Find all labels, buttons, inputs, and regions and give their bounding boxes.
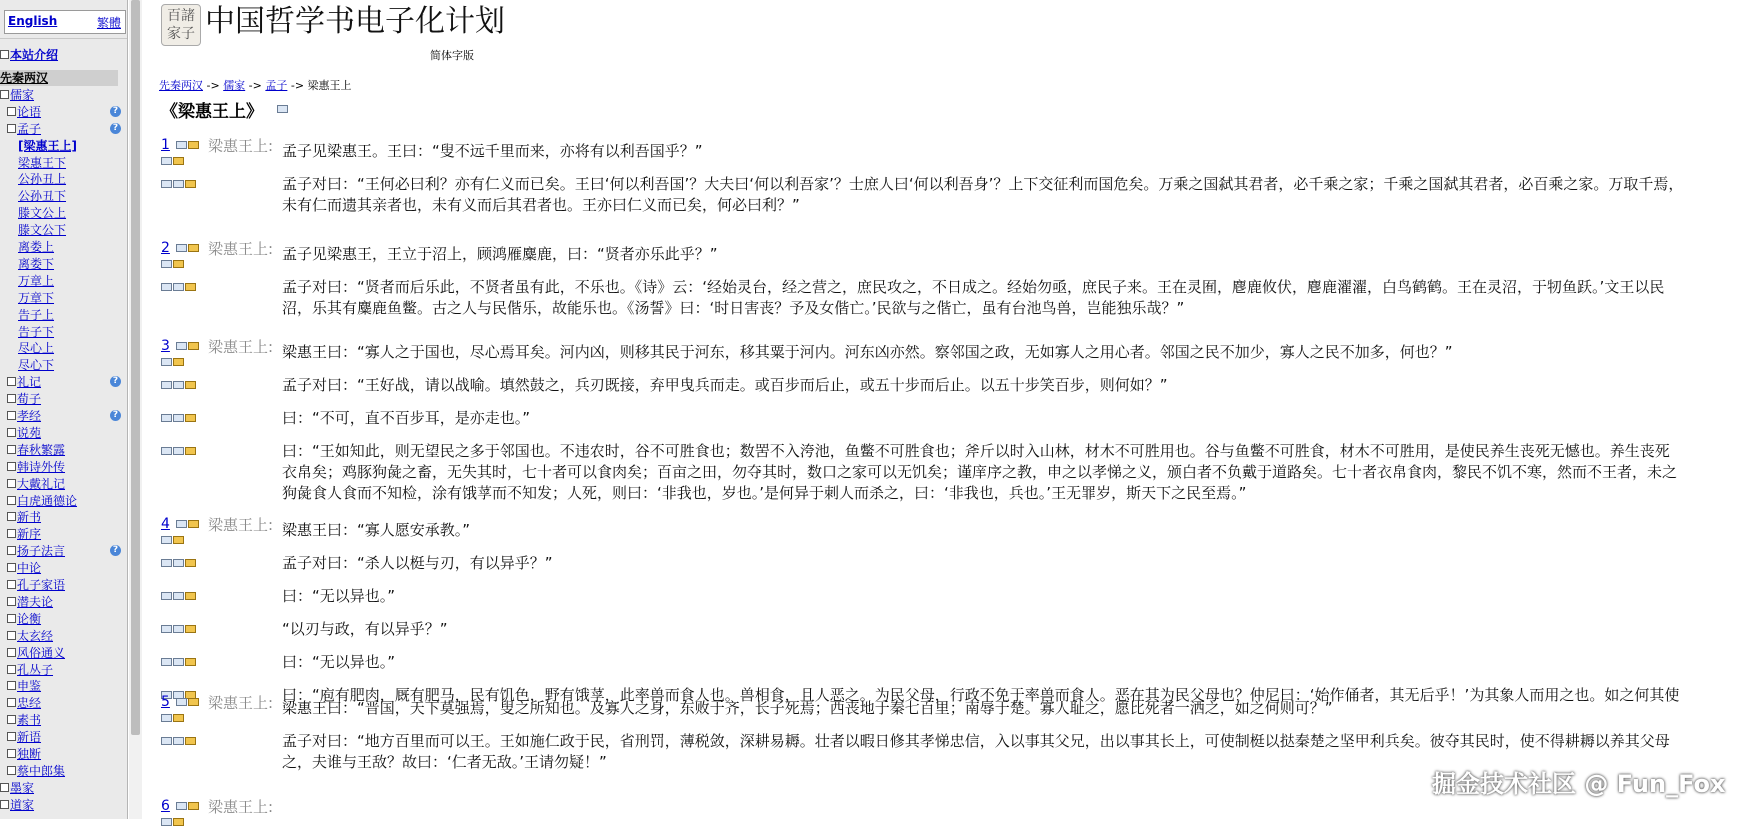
chapter-info-icon[interactable] [277,105,288,113]
sidebar-item [7,476,65,492]
passage-paragraph: 孟子见梁惠王。王曰：“叟不远千里而来，亦将有以利吾国乎？” [282,142,703,160]
breadcrumb-separator: -> [203,79,224,92]
parallel-passage-icon[interactable] [161,358,172,366]
sidebar-item [7,695,41,711]
breadcrumb-link-mengzi[interactable]: 孟子 [265,79,288,92]
parallel-passage-icon[interactable] [161,737,172,745]
parallel-passage-icon[interactable] [176,342,187,350]
parallel-passage-icon[interactable] [161,283,172,291]
paragraph-tool-icons [161,414,197,424]
help-icon[interactable]: ? [110,123,121,134]
sidebar-item [7,611,41,627]
parallel-passage-icon[interactable] [161,818,172,826]
parallel-passage-icon[interactable] [176,520,187,528]
paragraph-tool-icons [161,625,197,635]
sidebar-item [18,290,54,306]
sidebar-item-link[interactable]: 忠经 [17,696,42,711]
sidebar-item [7,594,53,610]
help-icon[interactable]: ? [110,410,121,421]
sidebar-navigation [0,0,128,819]
passage-paragraph: 梁惠王曰：“寡人愿安承教。” [282,521,471,539]
sidebar-item [18,256,54,272]
parallel-passage-icon[interactable] [161,414,172,422]
tree-expand-icon[interactable] [7,479,16,488]
breadcrumb-current: 梁惠王上 [307,79,352,92]
parallel-passage-icon[interactable] [161,592,172,600]
passage-tool-icons [161,358,185,368]
paragraph-tool-icons [161,559,197,569]
sidebar-item [0,47,58,63]
passage-tool-icons [176,698,200,708]
sidebar-item-link[interactable]: 万章下 [18,290,55,305]
sidebar-item [7,712,41,728]
parallel-passage-icon[interactable] [188,802,199,810]
tree-expand-icon[interactable] [7,665,16,674]
sidebar-item-link[interactable]: 大戴礼记 [17,476,66,491]
sidebar-item-link[interactable]: 离娄下 [18,256,55,271]
sidebar-item-link[interactable]: 蔡中郎集 [17,763,66,778]
parallel-passage-icon[interactable] [188,244,199,252]
parallel-passage-icon[interactable] [173,358,184,366]
parallel-passage-icon[interactable] [185,283,196,291]
passage-chapter-label: 梁惠王上: [208,240,274,258]
tree-expand-icon[interactable] [7,124,16,133]
tree-expand-icon[interactable] [7,614,16,623]
sidebar-item-link[interactable]: 尽心下 [18,358,55,373]
tree-expand-icon[interactable] [7,766,16,775]
sidebar-item-link[interactable]: 墨家 [10,780,35,795]
site-title: 中国哲学书电子化计划 [205,4,505,39]
sidebar-item-link[interactable]: 孝经 [17,409,42,423]
passage-number-link[interactable]: 5 [161,694,170,710]
watermark: 掘金技术社区 @ Fun_Fox [1432,770,1726,798]
passage-chapter-label: 梁惠王上: [208,694,274,712]
sidebar-item [18,307,54,323]
sidebar-item [18,138,77,154]
parallel-passage-icon[interactable] [173,381,184,389]
paragraph-tool-icons [161,592,197,602]
sidebar-item-link[interactable]: 论语 [17,104,42,119]
parallel-passage-icon[interactable] [173,283,184,291]
sidebar-item [7,678,41,694]
sidebar-item-link[interactable]: 素书 [17,713,42,728]
sidebar-item [18,205,66,221]
sidebar-item [7,577,65,593]
parallel-passage-icon[interactable] [185,559,196,567]
sidebar-item [7,560,41,576]
tree-expand-icon[interactable] [7,681,16,690]
sidebar-item-link[interactable]: 孔丛子 [17,662,54,677]
traditional-chinese-link[interactable]: 繁體 [96,16,121,30]
passage-number-link[interactable]: 6 [161,798,170,814]
breadcrumb-separator: -> [287,79,308,92]
sidebar-item-link[interactable]: 荀子 [17,392,42,407]
sidebar-item-link[interactable]: 万章上 [18,273,55,288]
parallel-passage-icon[interactable] [185,592,196,600]
tree-expand-icon[interactable] [7,732,16,741]
parallel-passage-icon[interactable] [188,520,199,528]
english-link[interactable]: English [8,14,58,28]
parallel-passage-icon[interactable] [176,141,187,149]
passage-tool-icons [161,714,185,724]
sidebar-item-link[interactable]: 潜夫论 [17,594,54,609]
passage-paragraph: 孟子对曰：“地方百里而可以王。王如施仁政于民，省刑罚，薄税敛，深耕易耨。壮者以暇日修其孝悌忠信，入以事其父兄，出以事其长上，可使制梃以挞秦楚之坚甲利兵矣。彼夺其民时，使不得耕耨以养其父母 [282,732,1670,750]
parallel-passage-icon[interactable] [161,260,172,268]
parallel-passage-icon[interactable] [161,447,172,455]
passage-tool-icons [176,141,200,151]
sidebar-item [7,121,41,137]
parallel-passage-icon[interactable] [161,625,172,633]
passage-tool-icons [161,818,185,828]
tree-expand-icon[interactable] [0,800,9,809]
tree-expand-icon[interactable] [7,512,16,521]
paragraph-tool-icons [161,381,197,391]
parallel-passage-icon[interactable] [161,180,172,188]
passage-tool-icons [176,244,200,254]
sidebar-item [7,442,65,458]
parallel-passage-icon[interactable] [185,737,196,745]
tree-expand-icon[interactable] [7,597,16,606]
sidebar-item [0,780,34,796]
sidebar-item [7,425,41,441]
tree-expand-icon[interactable] [7,580,16,589]
sidebar-item-link[interactable]: 论衡 [17,611,42,626]
language-bar [4,10,126,34]
passage-number-link[interactable]: 2 [161,240,170,256]
sidebar-item [7,746,41,762]
parallel-passage-icon[interactable] [161,714,172,722]
sidebar-item [7,543,65,559]
parallel-passage-icon[interactable] [173,536,184,544]
sidebar-divider [0,38,127,39]
tree-expand-icon[interactable] [7,529,16,538]
passage-tool-icons [176,342,200,352]
sidebar-item [7,104,41,120]
parallel-passage-icon[interactable] [173,447,184,455]
breadcrumb-separator: -> [245,79,266,92]
tree-expand-icon[interactable] [0,783,9,792]
passage-paragraph: 之，夫谁与王敌？故曰：‘仁者无敌。’王请勿疑！” [282,753,607,771]
help-icon[interactable]: ? [110,376,121,387]
parallel-passage-icon[interactable] [161,536,172,544]
parallel-passage-icon[interactable] [161,157,172,165]
passage-paragraph: 孟子对曰：“杀人以梃与刃，有以异乎？” [282,554,553,572]
parallel-passage-icon[interactable] [176,244,187,252]
sidebar-item [7,628,53,644]
sidebar-item [0,70,118,86]
paragraph-tool-icons [161,447,197,457]
parallel-passage-icon[interactable] [173,180,184,188]
tree-expand-icon[interactable] [0,50,9,59]
sidebar-item-link[interactable]: 申鉴 [17,679,42,694]
paragraph-tool-icons [161,283,197,293]
breadcrumb-link-confucianism[interactable]: 儒家 [223,79,246,92]
chapter-title: 《梁惠王上》 [161,102,263,122]
passage-paragraph: 孟子见梁惠王，王立于沼上，顾鸿雁麋鹿，曰：“贤者亦乐此乎？” [282,245,718,263]
sidebar-item [7,493,77,509]
parallel-passage-icon[interactable] [173,414,184,422]
sidebar-item-link[interactable]: 告子下 [18,324,55,339]
parallel-passage-icon[interactable] [176,802,187,810]
passage-tool-icons [161,157,185,167]
sidebar-item-link[interactable]: 中论 [17,561,42,576]
sidebar-item-link[interactable]: 公孙丑下 [18,189,67,204]
sidebar-item [7,391,41,407]
paragraph-tool-icons [161,180,197,190]
tree-expand-icon[interactable] [7,496,16,505]
parallel-passage-icon[interactable] [173,157,184,165]
sidebar-item-link[interactable]: 告子上 [18,307,55,322]
passage-paragraph: 曰：“庖有肥肉，厩有肥马，民有饥色，野有饿莩，此率兽而食人也。兽相食，且人恶之。为民父母，行政不免于率兽而食人。恶在其为民父母也？仲尼曰：‘始作俑者，其无后乎！’为其象人而用之也。如之何其使 [282,686,1680,704]
paragraph-tool-icons [161,737,197,747]
sidebar-item-link[interactable]: 孟子 [17,121,42,136]
sidebar-item [7,729,41,745]
sidebar-item-link[interactable]: 礼记 [17,375,42,390]
passage-paragraph: “以刃与政，有以异乎？” [282,620,448,638]
breadcrumb [159,77,352,93]
passage-paragraph: 曰：“王如知此，则无望民之多于邻国也。不违农时，谷不可胜食也；数罟不入洿池，鱼鳖不可胜食也；斧斤以时入山林，材木不可胜用也。谷与鱼鳖不可胜食，材木不可胜用，是使民养生丧死无憾也。养生丧死 [282,442,1670,460]
sidebar-item [18,340,54,356]
sidebar-item [18,239,54,255]
parallel-passage-icon[interactable] [173,658,184,666]
sidebar-item-link[interactable]: 孔子家语 [17,578,66,592]
passage-paragraph: 曰：“不可，直不百步耳，是亦走也。” [282,409,531,427]
sidebar-item-link[interactable]: 白虎通德论 [17,493,78,508]
sidebar-item-link[interactable]: 梁惠王下 [18,155,67,170]
help-icon[interactable]: ? [110,106,121,117]
tree-expand-icon[interactable] [7,394,16,403]
parallel-passage-icon[interactable] [185,414,196,422]
parallel-passage-icon[interactable] [188,141,199,149]
help-icon[interactable]: ? [110,545,121,556]
parallel-passage-icon[interactable] [173,592,184,600]
sidebar-item [18,155,66,171]
passage-chapter-label: 梁惠王上: [208,137,274,155]
sidebar-item-link[interactable]: 公孙丑上 [18,172,67,187]
passage-tool-icons [161,260,185,270]
sidebar-item [7,662,53,678]
sidebar-scrollbar-thumb[interactable] [131,0,140,735]
tree-expand-icon[interactable] [7,377,16,386]
passage-paragraph: 孟子对曰：“王好战，请以战喻。填然鼓之，兵刃既接，弃甲曳兵而走。或百步而后止，或五十步而后止。以五十步笑百步，则何如？” [282,376,1168,394]
sidebar-item [18,324,54,340]
tree-expand-icon[interactable] [7,749,16,758]
sidebar-item-link[interactable]: 尽心上 [18,341,55,356]
sidebar-item [18,188,66,204]
sidebar-item-link[interactable]: 滕文公下 [18,223,67,238]
passage-number-link[interactable]: 1 [161,137,170,153]
passage-paragraph: 梁惠王曰：“寡人之于国也，尽心焉耳矣。河内凶，则移其民于河东，移其粟于河内。河东凶亦然。察邻国之政，无如寡人之用心者。邻国之民不加少，寡人之民不加多，何也？” [282,343,1453,361]
parallel-passage-icon[interactable] [173,818,184,826]
paragraph-tool-icons [161,658,197,668]
tree-expand-icon[interactable] [7,715,16,724]
parallel-passage-icon[interactable] [173,559,184,567]
sidebar-item-link[interactable]: 春秋繁露 [17,442,66,457]
parallel-passage-icon[interactable] [188,698,199,706]
sidebar-item-link[interactable]: 离娄上 [18,240,55,254]
sidebar-item [7,526,41,542]
sidebar-item-link[interactable]: 新语 [17,730,42,745]
passage-paragraph: 衣帛矣；鸡豚狗彘之畜，无失其时，七十者可以食肉矣；百亩之田，勿夺其时，数口之家可以无饥矣；谨庠序之教，申之以孝悌之义，颁白者不负戴于道路矣。七十者衣帛食肉，黎民不饥不寒，然而不王者，未之 [282,463,1678,481]
passage-tool-icons [176,802,200,812]
passage-paragraph: 孟子对曰：“王何必曰利？亦有仁义而已矣。王曰‘何以利吾国’？大夫曰‘何以利吾家’？士庶人曰‘何以利吾身’？上下交征利而国危矣。万乘之国弑其君者，必千乘之家；千乘之国弑其君者，必百乘之家。万取千焉， [282,175,1684,193]
sidebar-item-link[interactable]: 说苑 [17,425,42,440]
sidebar-item [18,222,66,238]
parallel-passage-icon[interactable] [185,658,196,666]
parallel-passage-icon[interactable] [173,260,184,268]
passage-paragraph: 梁惠王曰：“晋国，天下莫强焉，叟之所知也。及寡人之身，东败于齐，长子死焉；西丧地于秦七百里；南辱于楚。寡人耻之，愿比死者一洒之，如之何则可？” [282,699,1333,717]
passage-paragraph: 沼，乐其有麋鹿鱼鳖。古之人与民偕乐，故能乐也。《汤誓》曰：‘时日害丧？予及女偕亡。’民欲与之偕亡，虽有台池鸟兽，岂能独乐哉？” [282,299,1185,317]
sidebar-item-link[interactable]: 道家 [10,797,35,812]
passage-paragraph: 狗彘食人食而不知检，涂有饿莩而不知发；人死，则曰：‘非我也，岁也。’是何异于刺人而杀之，曰：‘非我也，兵也。’王无罪岁，斯天下之民至焉。” [282,484,1247,502]
tree-expand-icon[interactable] [7,411,16,420]
parallel-passage-icon[interactable] [188,342,199,350]
tree-expand-icon[interactable] [7,563,16,572]
sidebar-item-link[interactable]: 新序 [17,527,42,542]
sidebar-item [7,763,65,779]
passage-chapter-label: 梁惠王上: [208,516,274,534]
parallel-passage-icon[interactable] [173,737,184,745]
parallel-passage-icon[interactable] [161,658,172,666]
sidebar-item [7,645,65,661]
parallel-passage-icon[interactable] [185,447,196,455]
passage-chapter-label: 梁惠王上: [208,338,274,356]
site-logo[interactable]: 百諸家子 [161,4,201,46]
passage-paragraph: 未有仁而遗其亲者也，未有义而后其君者也。王亦曰仁义而已矣，何必曰利？” [282,196,800,214]
sidebar-item-link[interactable]: 滕文公上 [18,206,67,221]
sidebar-item [18,357,54,373]
passage-paragraph: 曰：“无以异也。” [282,653,396,671]
sidebar-item-link[interactable]: 太玄经 [17,628,54,643]
sidebar-item-link[interactable]: 本站介绍 [10,48,59,62]
sidebar-item-link[interactable]: 独断 [17,747,42,761]
sidebar-item-link[interactable]: [梁惠王上] [18,138,77,153]
passage-paragraph: 曰：“无以异也。” [282,587,396,605]
sidebar-item-link[interactable]: 新书 [17,510,42,525]
passage-paragraph: 孟子对曰：“贤者而后乐此，不贤者虽有此，不乐也。《诗》云：‘经始灵台，经之营之，庶民攻之，不日成之。经始勿亟，庶民子来。王在灵囿，麀鹿攸伏，麀鹿濯濯，白鸟鹤鹤。王在灵沼，于牣鱼跃。’文王以民 [282,278,1665,296]
parallel-passage-icon[interactable] [173,625,184,633]
tree-expand-icon[interactable] [7,546,16,555]
parallel-passage-icon[interactable] [161,559,172,567]
tree-expand-icon[interactable] [7,631,16,640]
sidebar-item [7,408,41,424]
sidebar-item [7,459,65,475]
passage-chapter-label: 梁惠王上: [208,798,274,816]
sidebar-item-link[interactable]: 先秦两汉 [0,71,49,85]
sidebar-item-link[interactable]: 扬子法言 [17,544,66,559]
parallel-passage-icon[interactable] [161,381,172,389]
tree-expand-icon[interactable] [7,107,16,116]
sidebar-item-link[interactable]: 儒家 [10,87,35,102]
sidebar-item [18,171,66,187]
parallel-passage-icon[interactable] [185,180,196,188]
parallel-passage-icon[interactable] [185,381,196,389]
tree-expand-icon[interactable] [7,648,16,657]
tree-expand-icon[interactable] [7,428,16,437]
passage-tool-icons [161,536,185,546]
tree-expand-icon[interactable] [7,698,16,707]
parallel-passage-icon[interactable] [185,625,196,633]
passage-tool-icons [176,520,200,530]
sidebar-item [7,374,41,390]
parallel-passage-icon[interactable] [173,714,184,722]
tree-expand-icon[interactable] [7,445,16,454]
breadcrumb-link-pre-qin[interactable]: 先秦两汉 [159,79,203,92]
sidebar-item [7,509,41,525]
script-mode-label[interactable]: 简体字版 [430,49,474,62]
sidebar-item-link[interactable]: 风俗通义 [17,645,66,660]
tree-expand-icon[interactable] [0,90,9,99]
sidebar-item [0,797,34,813]
passage-number-link[interactable]: 4 [161,516,170,532]
sidebar-item [0,87,34,103]
tree-expand-icon[interactable] [7,462,16,471]
sidebar-item [18,273,54,289]
sidebar-item-link[interactable]: 韩诗外传 [17,459,66,474]
parallel-passage-icon[interactable] [176,698,187,706]
passage-number-link[interactable]: 3 [161,338,170,354]
